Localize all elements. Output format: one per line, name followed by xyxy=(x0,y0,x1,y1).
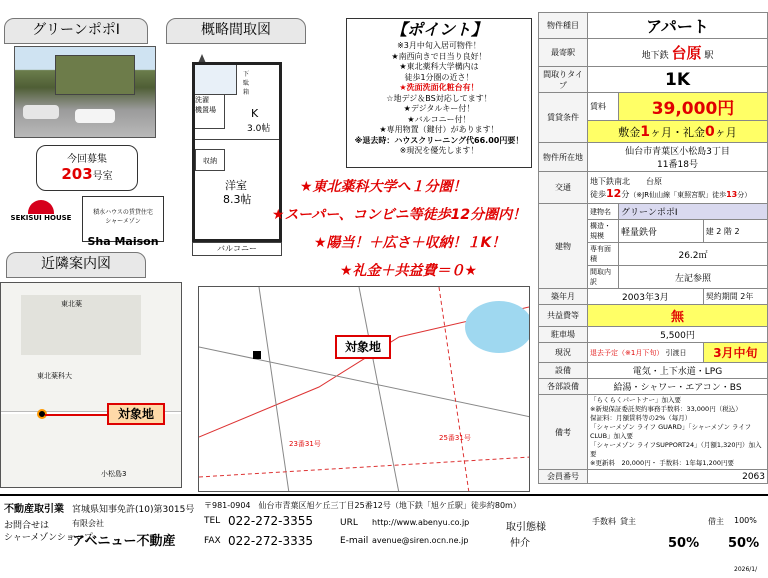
spec-row-member xyxy=(539,470,768,484)
floorplan-tab-label: 概略間取図 xyxy=(201,22,271,38)
jr-min: 13 xyxy=(726,189,738,199)
floorplan xyxy=(166,46,316,258)
station-name: 台原 xyxy=(671,44,702,62)
shoe-box-label: 下 駄 箱 xyxy=(243,71,250,96)
address-value xyxy=(588,143,768,172)
kitchen-size: 3.0帖 xyxy=(247,124,271,134)
company-name: アベニュー不動産 xyxy=(72,534,176,549)
key-money-label: 礼金 xyxy=(683,125,705,139)
separator-dot: ・ xyxy=(672,125,683,139)
spec-row-rent xyxy=(539,93,768,121)
license-title: 不動産取引業 xyxy=(4,504,64,515)
room-divider xyxy=(195,139,279,140)
building-photo-car xyxy=(23,105,59,119)
building-name-tab xyxy=(4,18,148,44)
shamaison-shop: シャーメゾンショップ xyxy=(4,533,93,543)
target-label-2-text: 対象地 xyxy=(344,340,381,354)
member-value: 2063 xyxy=(588,470,768,484)
kitchen-label: K xyxy=(251,107,259,120)
note-item: 「らくらくパートナー」加入要 xyxy=(590,396,681,404)
wash-label: 洗濯 機置場 xyxy=(195,96,216,114)
inquiry-label: お問合せは xyxy=(4,521,50,531)
utilities-value: 電気・上下水道・LPG xyxy=(588,363,768,379)
email-label: E-mail xyxy=(340,536,369,546)
shamaison-sub: 積水ハウスの賃貸住宅 シャーメゾン xyxy=(93,209,153,225)
target-label-1-text: 対象地 xyxy=(117,407,154,421)
delivery-label: 引渡日 xyxy=(665,348,687,357)
fee-lender-rate: 50 xyxy=(668,536,687,551)
points-title: 【ポイント】 xyxy=(390,20,487,39)
deposit-label: 敷金 xyxy=(618,125,641,139)
parking-label: 駐車場 xyxy=(539,327,588,343)
spec-row-status xyxy=(539,343,768,363)
spec-row-notes xyxy=(539,395,768,470)
note-label: 備考 xyxy=(539,395,588,470)
fee-total xyxy=(734,516,757,525)
fee-title: 手数料 xyxy=(592,517,616,526)
status-value xyxy=(588,343,704,363)
struct-label: 構造・規模 xyxy=(588,220,619,243)
bath-area xyxy=(195,65,237,95)
balcony-label: バルコニー xyxy=(217,244,257,253)
member-label: 会員番号 xyxy=(539,470,588,484)
address-line1: 仙台市青葉区小松島3丁目 xyxy=(625,147,730,157)
map-label-c: 小松島3 xyxy=(101,470,127,478)
room-label: 洋室 xyxy=(225,179,247,192)
spec-row-built xyxy=(539,289,768,305)
spec-row-utilities xyxy=(539,363,768,379)
contract-unit: 年 xyxy=(745,292,754,301)
building-label: 建物 xyxy=(539,204,588,289)
map-area-detail xyxy=(198,286,530,492)
neighborhood-tab-label: 近隣案内図 xyxy=(41,256,111,272)
wash-area xyxy=(195,95,225,129)
tel-label: TEL xyxy=(204,516,221,526)
shamaison-text: Sha Maison xyxy=(87,235,159,248)
point-item: ※現況を優先します！ xyxy=(399,146,479,155)
deal-label: 取引態様 xyxy=(506,522,546,533)
spec-row-station xyxy=(539,39,768,67)
floors-count: 2 xyxy=(716,226,722,236)
station-label: 最寄駅 xyxy=(539,39,588,67)
point-item: ※3月中旬入居可物件！ xyxy=(397,41,481,50)
sekisui-logo-text: SEKISUI HOUSE xyxy=(10,214,72,222)
closet-label: 収納 xyxy=(203,157,217,165)
neighborhood-tab xyxy=(6,252,146,278)
floorplan-outline xyxy=(192,62,282,242)
fax-label: FAX xyxy=(204,536,221,546)
key-money-months: 0 xyxy=(705,123,715,140)
fax-value: 022-272-3335 xyxy=(228,534,314,548)
map-label-b: 東北薬科大 xyxy=(37,372,72,380)
status-text: 退去予定（※1月下旬） xyxy=(590,348,664,357)
highlight-4: ★礼金＋共益費＝０★ xyxy=(340,263,478,279)
spec-row-transport xyxy=(539,172,768,204)
layout-label: 間取りタイプ xyxy=(539,67,588,93)
fee-lender-value xyxy=(668,536,699,551)
equip-label: 各部設備 xyxy=(539,379,588,395)
spec-row-type xyxy=(539,13,768,39)
transport-value xyxy=(588,172,768,204)
address-line2: 11番18号 xyxy=(657,160,698,170)
map-label-d: 23番31号 xyxy=(289,440,321,448)
transport-line xyxy=(590,176,765,187)
room-layout-value: 左記参照 xyxy=(619,266,768,289)
transport-walk xyxy=(590,187,765,200)
postal-address: 〒981-0904 仙台市青葉区旭ケ丘三丁目25番12号（地下鉄「旭ケ丘駅」徒歩約80m） xyxy=(204,501,521,510)
tel-value[interactable]: 022-272-3355 xyxy=(228,514,314,528)
recruit-room-line xyxy=(37,165,137,183)
spec-row-layout xyxy=(539,67,768,93)
area-value: 26.2㎡ xyxy=(619,243,768,266)
fee-lender-pct: % xyxy=(686,536,700,551)
equip-value: 給湯・シャワー・エアコン・BS xyxy=(588,379,768,395)
recruit-label: 今回募集 xyxy=(67,154,107,165)
struct-value: 軽量鉄骨 xyxy=(619,220,704,243)
point-item: ★南西向きで日当り良好！ xyxy=(391,51,487,61)
target-label-2 xyxy=(335,335,391,359)
rent-value: 39,000円 xyxy=(619,93,768,121)
point-item: ★デジタルキー付！ xyxy=(403,104,475,113)
building-photo xyxy=(14,46,156,138)
sekisui-logo-mark xyxy=(28,200,54,214)
spec-row-equip xyxy=(539,379,768,395)
walk-label: 徒歩 xyxy=(590,189,606,199)
map-label-e: 25番31号 xyxy=(439,434,471,442)
station-value xyxy=(588,39,768,67)
walk-unit: 分 xyxy=(621,189,630,199)
deposit-value xyxy=(588,121,768,143)
closet-area xyxy=(195,149,225,171)
line-name: 地下鉄南北 xyxy=(590,176,630,186)
status-label: 現況 xyxy=(539,343,588,363)
subway-text: 地下鉄 xyxy=(641,51,669,61)
license-number: 宮城県知事免許(10)第3015号 xyxy=(72,505,195,515)
recruit-box xyxy=(36,145,138,191)
map-label-a: 東北薬 xyxy=(61,300,82,308)
rent-cond-label: 賃貸条件 xyxy=(539,93,588,143)
spec-row-address xyxy=(539,143,768,172)
fee-total-value: 100 xyxy=(734,516,750,525)
fee-tenant-label: 借主 xyxy=(708,517,724,526)
point-item: ★バルコニー付！ xyxy=(407,114,471,124)
target-marker-icon xyxy=(253,351,261,359)
sekisui-logo xyxy=(6,200,76,234)
note-item: ※新規保証委託契約事務手数料：33,000円（税込） xyxy=(590,405,742,413)
url-value[interactable]: http://www.abenyu.co.jp xyxy=(372,518,470,527)
floor-count: 2 xyxy=(734,226,740,236)
recruit-room-suffix: 号室 xyxy=(92,171,113,182)
shamaison-logo xyxy=(82,196,164,248)
jr-note: （※JR仙山線「東照宮駅」徒歩 xyxy=(629,190,727,199)
points-box xyxy=(346,18,532,168)
floor-label: 階 xyxy=(723,226,732,236)
walk-min: 12 xyxy=(606,186,622,200)
target-label-1 xyxy=(107,403,165,425)
map-area-photo xyxy=(0,282,182,488)
station-suffix: 駅 xyxy=(704,51,714,61)
fee-lender-label: 貸主 xyxy=(620,517,636,526)
contract-label: 契約期間 xyxy=(705,292,738,301)
point-item: ☆地デジ＆BS対応してます！ xyxy=(386,93,492,103)
address-label: 物件所在地 xyxy=(539,143,588,172)
jr-unit: 分） xyxy=(737,190,752,199)
deposit-unit: ヶ月 xyxy=(650,125,672,139)
rent-label: 賃料 xyxy=(588,93,619,121)
floors-label: 建 xyxy=(705,226,714,236)
notes-value xyxy=(588,395,768,470)
spec-row-bname xyxy=(539,204,768,220)
print-date: 2026/1/ xyxy=(734,566,758,573)
note-item: 「シャーメゾン ライフ GUARD」「シャーメゾン ライフCLUB」加入要 xyxy=(590,423,752,440)
footer xyxy=(0,494,768,578)
fee-tenant-rate: 50 xyxy=(728,536,747,551)
note-item: ※更新料 20,000円・ 手数料：1年毎1,200円要 xyxy=(590,459,734,467)
transport-label: 交通 xyxy=(539,172,588,204)
fee-tenant-value xyxy=(728,536,759,551)
highlight-3: ★陽当！＋広さ＋収納！１K！ xyxy=(314,235,506,251)
point-item: ★東北薬科大学構内は xyxy=(399,62,479,71)
point-item: ※退去時：ハウスクリーニング代66.00円要！ xyxy=(354,135,524,145)
floors-value xyxy=(703,220,767,243)
point-item: 徒歩1分圏の近さ！ xyxy=(404,72,474,82)
spec-table xyxy=(538,12,768,484)
type-value: アパート xyxy=(588,13,768,39)
built-label: 築年月 xyxy=(539,289,588,305)
area-label: 専有面積 xyxy=(588,243,619,266)
deal-agent: 仲介 xyxy=(510,538,530,549)
type-label: 物件種目 xyxy=(539,13,588,39)
key-money-unit: ヶ月 xyxy=(714,125,737,139)
building-name-tab-label: グリーンポポⅠ xyxy=(32,22,120,38)
url-label: URL xyxy=(340,518,358,528)
common-value: 無 xyxy=(588,305,768,327)
bname-label: 建物名 xyxy=(588,204,619,220)
line-station: 台原 xyxy=(646,176,662,186)
highlight-2: ★スーパー、コンビニ等徒歩12分圏内！ xyxy=(272,207,527,223)
utilities-label: 設備 xyxy=(539,363,588,379)
floorplan-tab xyxy=(166,18,306,44)
point-item: ★洗面洗面化粧台有！ xyxy=(399,83,479,92)
target-line xyxy=(45,414,107,416)
point-item: ★専用物置（鍵付）があります！ xyxy=(379,125,499,134)
deposit-months: 1 xyxy=(640,123,650,140)
company-prefix: 有限会社 xyxy=(72,519,104,528)
map-detail-lines xyxy=(199,287,530,492)
note-item: 「シャーメゾン ライフSUPPORT24」（月額1,320円）加入要 xyxy=(590,441,762,458)
room-size: 8.3帖 xyxy=(223,193,252,206)
spec-row-parking xyxy=(539,327,768,343)
built-value: 2003年3月 xyxy=(588,289,704,305)
email-value[interactable]: avenue@siren.ocn.ne.jp xyxy=(372,536,469,545)
delivery-value: 3月中旬 xyxy=(703,343,767,363)
layout-value: 1K xyxy=(588,67,768,93)
spec-row-common xyxy=(539,305,768,327)
fee-total-pct: % xyxy=(749,516,757,525)
building-photo-house xyxy=(55,55,135,95)
note-item: 保証料：月額賃料等の2%（毎月） xyxy=(590,414,692,422)
building-photo-car2 xyxy=(75,109,115,123)
contract-value xyxy=(703,289,767,305)
common-label: 共益費等 xyxy=(539,305,588,327)
recruit-room: 203 xyxy=(61,165,93,183)
highlight-1: ★東北薬科大学へ１分圏！ xyxy=(300,179,467,195)
fee-tenant-pct: % xyxy=(746,536,760,551)
bname-value: グリーンポポⅠ xyxy=(619,204,768,220)
balcony xyxy=(192,242,282,256)
room-layout-label: 間取内訳 xyxy=(588,266,619,289)
parking-value: 5,500円 xyxy=(588,327,768,343)
contract-years: 2 xyxy=(740,292,746,301)
